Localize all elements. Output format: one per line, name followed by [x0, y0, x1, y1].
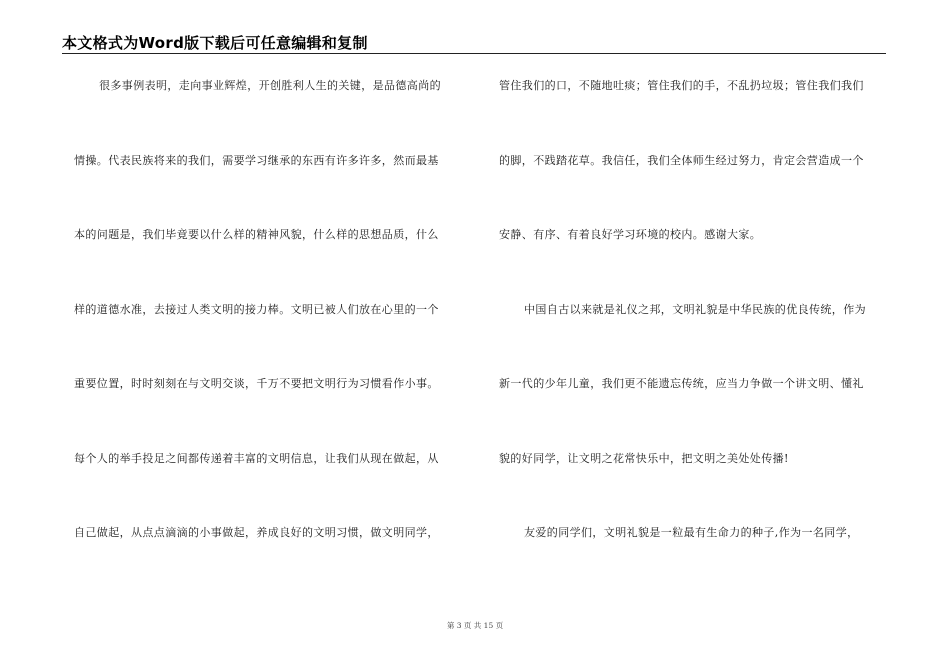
text-line: 样的道德水准，去接过人类文明的接力棒。文明已被人们放在心里的一个 [74, 302, 439, 316]
right-text-column [499, 77, 889, 599]
left-text-column [74, 77, 464, 599]
document-header-title: 本文格式为Word版下载后可任意编辑和复制 [62, 34, 368, 52]
text-line: 自己做起，从点点滴滴的小事做起，养成良好的文明习惯，做文明同学， [74, 526, 439, 539]
text-line: 貌的好同学，让文明之花常快乐中，把文明之美处处传播! [499, 451, 789, 465]
text-line: 很多事例表明，走向事业辉煌，开创胜利人生的关键，是品德高尚的 [99, 79, 441, 92]
text-line: 的脚，不践踏花草。我信任，我们全体师生经过努力，肯定会营造成一个 [499, 153, 864, 167]
text-line: 新一代的少年儿童，我们更不能遗忘传统，应当力争做一个讲文明、懂礼 [499, 377, 864, 390]
text-line: 每个人的举手投足之间都传递着丰富的文明信息，让我们从现在做起，从 [74, 451, 439, 465]
text-line: 中国自古以来就是礼仪之邦，文明礼貌是中华民族的优良传统，作为 [524, 302, 866, 316]
header-divider [62, 53, 886, 54]
text-line: 友爱的同学们，文明礼貌是一粒最有生命力的种子,作为一名同学， [524, 526, 859, 539]
text-line: 本的问题是，我们毕竟要以什么样的精神风貌，什么样的思想品质，什么 [74, 228, 439, 241]
text-line: 管住我们的口，不随地吐痰；管住我们的手，不乱扔垃圾；管住我们我们 [499, 79, 864, 92]
text-line: 安静、有序、有着良好学习环境的校内。感谢大家。 [499, 228, 762, 241]
page-number: 第 3 页 共 15 页 [446, 621, 504, 630]
text-line: 重要位置，时时刻刻在与文明交谈，千万不要把文明行为习惯看作小事。 [74, 377, 439, 390]
text-line: 情操。代表民族将来的我们，需要学习继承的东西有许多许多，然而最基 [74, 153, 439, 167]
